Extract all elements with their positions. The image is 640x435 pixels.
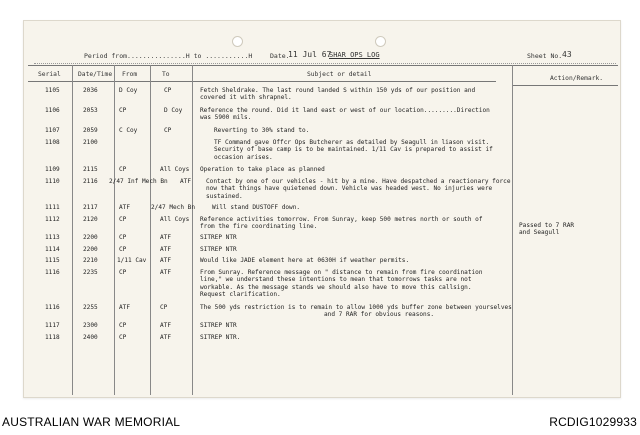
entry-detail	[214, 139, 510, 161]
entry-to: ATF	[160, 246, 172, 253]
entry-serial: 1108	[45, 139, 60, 146]
entry-time: 2117	[83, 204, 98, 211]
entry-time: 2115	[83, 166, 98, 173]
detail-line: Request clarification.	[200, 291, 281, 299]
detail-line: Reference activities tomorrow. From Sunray, keep 500 metres north or south of	[200, 216, 483, 223]
entry-serial: 1118	[45, 334, 60, 341]
header-rule	[34, 63, 616, 64]
table-top-rule	[28, 65, 618, 66]
entry-detail	[206, 178, 516, 200]
remark-line: and Seagull	[519, 229, 560, 237]
date-label: Date.	[270, 52, 290, 60]
entry-from: CP	[119, 216, 127, 223]
entry-from: ATF	[119, 304, 131, 311]
entry-from: ATF	[119, 204, 131, 211]
entry-detail	[214, 127, 510, 134]
entry-to: 2/47 Mech Bn	[151, 204, 196, 211]
entry-serial: 1117	[45, 322, 60, 329]
entry-from: C Coy	[119, 127, 138, 134]
punch-hole	[375, 36, 386, 47]
entry-from: CP	[119, 234, 127, 241]
entry-time: 2210	[83, 257, 98, 264]
entry-to: CP	[164, 87, 172, 94]
detail-line: Will stand DUSTOFF down.	[212, 204, 301, 211]
detail-line: SITREP NTR	[200, 234, 237, 241]
sheet-label: Sheet No.	[527, 52, 563, 60]
col-divider	[72, 65, 73, 395]
entry-from: CP	[119, 334, 127, 341]
entry-serial: 1105	[45, 87, 60, 94]
entry-detail	[200, 322, 510, 329]
entry-from: 2/47 Inf Mech Bn	[109, 178, 168, 185]
detail-line: was 5900 mils.	[200, 114, 252, 122]
detail-line: Reference the round. Did it land east or west of our location.........Direction	[200, 107, 490, 114]
detail-line: and 7 RAR for obvious reasons.	[324, 311, 435, 319]
entry-serial: 1113	[45, 234, 60, 241]
log-sheet	[23, 20, 621, 398]
entry-serial: 1107	[45, 127, 60, 134]
entry-time: 2036	[83, 87, 98, 94]
detail-line: workable. As the message stands we should also have to move this callsign.	[200, 283, 472, 291]
entry-to: All Coys	[160, 216, 190, 223]
entry-detail	[200, 216, 510, 231]
col-serial: Serial	[38, 71, 61, 78]
entry-time: 2053	[83, 107, 98, 114]
entry-to: ATF	[160, 234, 172, 241]
entry-serial: 1115	[45, 257, 60, 264]
entry-from: 1/11 Cav	[117, 257, 147, 264]
entry-serial: 1106	[45, 107, 60, 114]
detail-line: occasion arises.	[214, 153, 273, 161]
entry-time: 2200	[83, 234, 98, 241]
detail-line: SITREP NTR.	[200, 334, 241, 341]
detail-line: SITREP NTR	[200, 322, 237, 329]
entry-to: All Coys	[160, 166, 190, 173]
entry-from: CP	[119, 246, 127, 253]
entry-serial: 1109	[45, 166, 60, 173]
entry-detail	[200, 246, 510, 253]
entry-from: CP	[119, 269, 127, 276]
detail-line: from the fire coordinating line.	[200, 223, 318, 231]
entry-serial: 1116	[45, 304, 60, 311]
detail-line: Reverting to 30% stand to.	[214, 127, 310, 134]
entry-detail	[200, 334, 510, 341]
entry-serial: 1116	[45, 269, 60, 276]
entry-detail	[200, 304, 520, 319]
detail-line: From Sunray. Reference message on " distance to remain from fire coordination	[200, 269, 483, 276]
detail-line: TF Command gave Offcr Ops Butcherer as detailed by Seagull in liason visit.	[214, 139, 490, 146]
log-title: SHAR OPS LOG	[329, 51, 380, 59]
entry-detail	[200, 269, 510, 299]
detail-line: SITREP NTR	[200, 246, 237, 253]
col-to: To	[162, 71, 170, 78]
entry-from: D Coy	[119, 87, 138, 94]
entry-serial: 1112	[45, 216, 60, 223]
entry-time: 2255	[83, 304, 98, 311]
detail-line: Would like JADE element here at 0630H if weather permits.	[200, 257, 410, 264]
entry-serial: 1114	[45, 246, 60, 253]
col-divider	[192, 65, 193, 395]
entry-detail	[200, 87, 510, 102]
detail-line: The 500 yds restriction is to remain to allow 1000 yds buffer zone between yourselves	[200, 304, 512, 311]
entry-from: CP	[119, 322, 127, 329]
entry-detail	[200, 234, 510, 241]
entry-serial: 1111	[45, 204, 60, 211]
punch-hole	[232, 36, 243, 47]
entry-from: CP	[119, 166, 127, 173]
entry-to: CP	[160, 304, 168, 311]
col-action: Action/Remark.	[550, 75, 604, 82]
entry-remark	[519, 222, 615, 237]
detail-line: sustained.	[206, 192, 243, 200]
col-datetime: Date/Time	[78, 71, 113, 78]
remark-line: Passed to 7 RAR	[519, 222, 575, 229]
entry-to: ATF	[160, 269, 172, 276]
entry-time: 2120	[83, 216, 98, 223]
col-divider	[114, 65, 115, 395]
col-divider	[512, 65, 513, 395]
entry-to: ATF	[160, 257, 172, 264]
entry-time: 2235	[83, 269, 98, 276]
entry-to: D Coy	[164, 107, 183, 114]
entry-time: 2059	[83, 127, 98, 134]
period-field: Period from...............H to ...........H	[84, 52, 253, 60]
entry-detail	[200, 166, 510, 173]
entry-detail	[212, 204, 508, 211]
entry-from: CP	[119, 107, 127, 114]
col-subject: Subject or detail	[307, 71, 372, 78]
detail-line: line," we understand these intentions to mean that tomorrows tasks are not	[200, 276, 472, 284]
entry-time: 2116	[83, 178, 98, 185]
header-bottom-rule	[28, 81, 496, 82]
entry-detail	[200, 257, 510, 264]
date-value: 11 Jul 67	[288, 50, 332, 59]
col-from: From	[122, 71, 138, 78]
entry-to: CP	[164, 127, 172, 134]
entry-time: 2200	[83, 246, 98, 253]
detail-line: covered it with shrapnel.	[200, 94, 292, 102]
entry-to: ATF	[160, 334, 172, 341]
detail-line: Security of base camp is to be maintained. 1/11 Cav is prepared to assist if	[214, 146, 493, 154]
entry-time: 2300	[83, 322, 98, 329]
col-divider	[150, 65, 151, 395]
detail-line: Operation to take place as planned	[200, 166, 325, 173]
action-header-rule	[512, 85, 618, 86]
entry-to: ATF	[160, 322, 172, 329]
sheet-number: 43	[562, 50, 572, 59]
entry-detail	[200, 107, 510, 122]
detail-line: Contact by one of our vehicles - hit by a mine. Have despatched a reactionary force	[206, 178, 511, 185]
entry-time: 2400	[83, 334, 98, 341]
entry-time: 2100	[83, 139, 98, 146]
detail-line: now that things have quietened down. Vehicle was headed west. No injuries were	[206, 185, 493, 193]
archive-credit: AUSTRALIAN WAR MEMORIAL	[2, 415, 181, 429]
detail-line: Fetch Sheldrake. The last round landed S within 150 yds of our position and	[200, 87, 476, 94]
archive-id: RCDIG1029933	[549, 415, 637, 429]
entry-serial: 1110	[45, 178, 60, 185]
entry-to: ATF	[180, 178, 192, 185]
